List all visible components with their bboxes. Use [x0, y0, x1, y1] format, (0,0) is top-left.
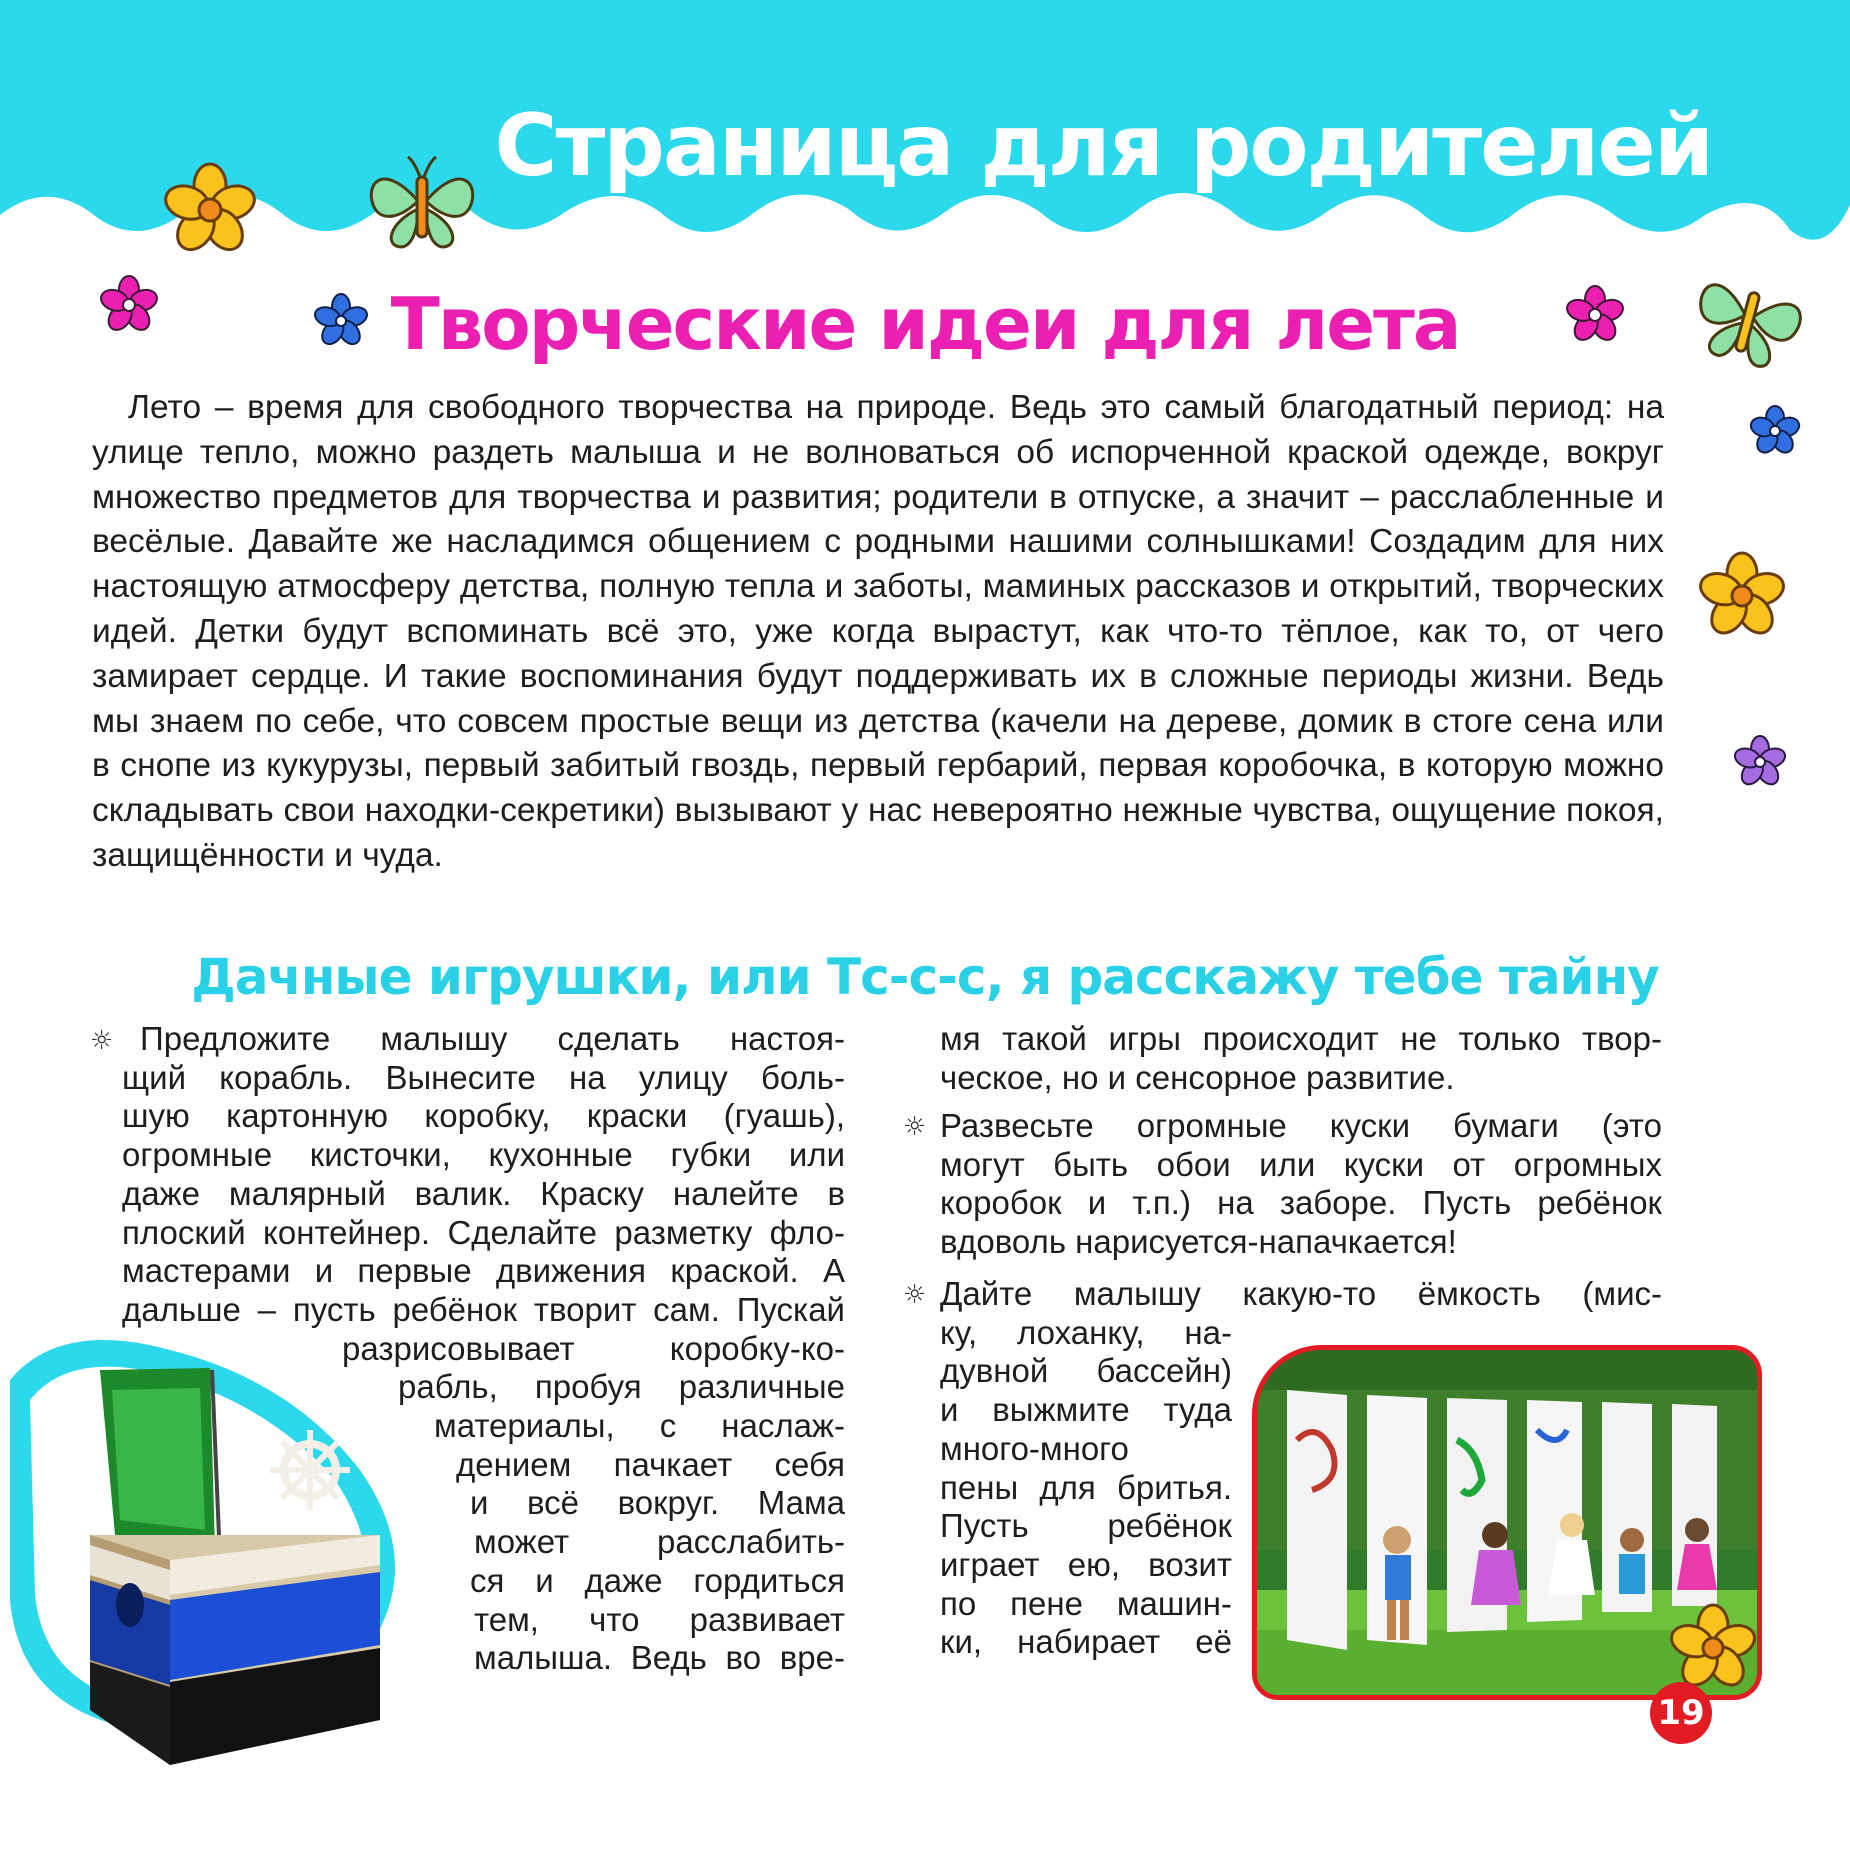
text-line: тем, что развивает: [474, 1600, 845, 1638]
text-line: много-много: [940, 1429, 1129, 1467]
text-line: даже малярный валик. Краску налейте в: [122, 1174, 845, 1212]
text-line: плоский контейнер. Сделайте разметку фло-: [122, 1213, 845, 1251]
text-line: разрисовывает коробку-ко-: [342, 1329, 845, 1367]
header-title: Страница для родителей: [494, 96, 1712, 196]
text-line: рабль, пробуя различные: [398, 1368, 845, 1406]
text-line: может расслабить-: [474, 1523, 845, 1561]
purple-flower-icon: [1728, 730, 1792, 794]
text-line: огромные кисточки, кухонные губки или: [122, 1136, 845, 1174]
text-line: Дайте малышу какую-то ёмкость (мис-: [940, 1275, 1662, 1312]
sun-bullet-icon: ☼: [903, 1112, 927, 1142]
main-title: Творческие идеи для лета: [390, 282, 1460, 366]
text-line: дувной бассейн): [940, 1352, 1232, 1390]
text-line: дальше – пусть ребёнок творит сам. Пускай: [122, 1290, 845, 1328]
text-line: вдоволь нарисуется-напачкается!: [940, 1223, 1457, 1261]
text-line: мастерами и первые движения краской. А: [122, 1252, 845, 1290]
intro-paragraph: Лето – время для свободного творчества на природе. Ведь это самый благодатный период: на улице тепло, можно раздеть малыша и не волноваться об испорченной краской одежде, вокруг множество предметов для творчества и развития; родители в отпуске, а значит – расслабленные и весёлые. Давайте же насладимся общением с родными нашими солнышками! Создадим для них настоящую атмосферу детства, полную тепла и заботы, маминых рассказов и открытий, творческих идей. Детки будут вспоминать всё это, уже когда вырастут, как что-то тёплое, как то, от чего замирает сердце. И такие воспоминания будут поддерживать их в сложные периоды жизни. Ведь мы знаем по себе, что совсем простые вещи из детства (качели на дереве, домик в стоге сена или в снопе из кукурузы, первый забитый гвоздь, первый гербарий, первая коробочка, в которую можно складывать свои находки-секретики) вызывают у нас невероятно нежные чувства, ощущение покоя, защищённости и чуда.: [92, 389, 1664, 874]
butterfly-icon: [362, 150, 482, 260]
page-number: 19: [1650, 1682, 1712, 1744]
yellow-flower-icon: [1694, 548, 1790, 644]
text-line: и всё вокруг. Мама: [470, 1484, 845, 1522]
text-line: ся и даже гордиться: [470, 1561, 845, 1599]
text-line: мя такой игры происходит не только твор-: [940, 1020, 1662, 1057]
yellow-flower-icon: [160, 160, 260, 260]
text-line: ку, лоханку, на-: [940, 1313, 1232, 1351]
text-line: и выжмите туда: [940, 1391, 1232, 1429]
text-line: шую картонную коробку, краски (гуашь),: [122, 1097, 845, 1135]
text-line: пены для бритья.: [940, 1468, 1232, 1506]
text-line: Развесьте огромные куски бумаги (это: [940, 1107, 1662, 1144]
text-line: Предложите малышу сделать настоя-: [140, 1020, 845, 1057]
section-title: Дачные игрушки, или Тс-с-с, я расскажу тебе тайну: [191, 948, 1659, 1006]
text-line: малыша. Ведь во вре-: [474, 1639, 845, 1677]
text-line: щий корабль. Вынесите на улицу боль-: [122, 1058, 845, 1096]
text-line: могут быть обои или куски от огромных: [940, 1145, 1662, 1183]
text-line: играет ею, возит: [940, 1545, 1232, 1583]
sun-bullet-icon: ☼: [90, 1026, 114, 1056]
text-line: ческое, но и сенсорное развитие.: [940, 1058, 1455, 1096]
text-line: материалы, с наслаж-: [434, 1407, 845, 1444]
text-line: дением пачкает себя: [456, 1445, 845, 1483]
text-line: коробок и т.п.) на заборе. Пусть ребёнок: [940, 1184, 1662, 1222]
sun-bullet-icon: ☼: [903, 1280, 927, 1310]
blue-flower-icon: [1744, 400, 1806, 462]
text-line: ки, набирает её: [940, 1623, 1232, 1661]
text-line: по пене машин-: [940, 1584, 1232, 1622]
cardboard-ship-image: [60, 1360, 400, 1780]
text-line: Пусть ребёнок: [940, 1507, 1232, 1545]
